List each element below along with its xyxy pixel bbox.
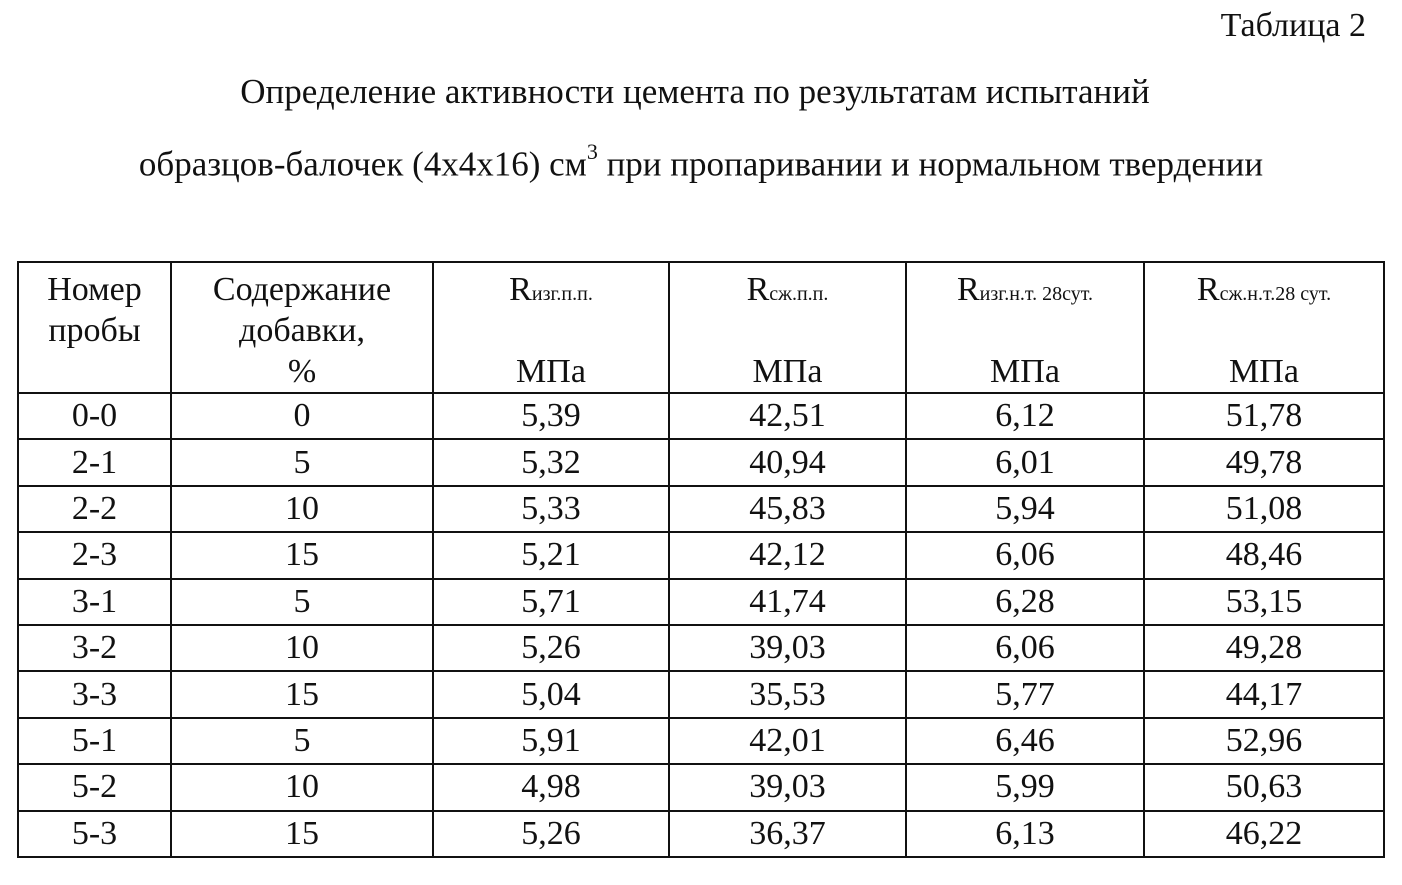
cell-r-bend-normal-28d: 6,28 xyxy=(906,579,1144,625)
title-line-2-start: образцов-балочек (4х4х16) см xyxy=(138,144,587,184)
cell-r-bend-normal-28d: 6,06 xyxy=(906,625,1144,671)
unit-label: МПа xyxy=(1229,353,1299,390)
cell-sample-number: 2-3 xyxy=(18,532,171,578)
cell-r-compress-normal-28d: 44,17 xyxy=(1144,671,1384,717)
cell-r-bend-normal-28d: 6,12 xyxy=(906,393,1144,439)
cell-r-bend-normal-28d: 6,01 xyxy=(906,439,1144,485)
cell-additive-content: 5 xyxy=(171,718,433,764)
table-row xyxy=(18,811,1384,857)
r-subscript: изг.п.п. xyxy=(531,283,593,305)
r-symbol: R xyxy=(1196,271,1220,308)
cell-additive-content: 15 xyxy=(171,532,433,578)
cell-sample-number: 2-2 xyxy=(18,486,171,532)
cell-sample-number: 5-1 xyxy=(18,718,171,764)
cell-r-compress-steamed: 42,51 xyxy=(669,393,906,439)
cell-additive-content: 10 xyxy=(171,764,433,810)
r-symbol: R xyxy=(746,271,770,308)
cell-additive-content: 10 xyxy=(171,625,433,671)
cell-r-compress-normal-28d: 48,46 xyxy=(1144,532,1384,578)
cell-r-bend-steamed: 5,26 xyxy=(433,811,669,857)
cell-r-compress-steamed: 35,53 xyxy=(669,671,906,717)
table-row xyxy=(18,393,1384,439)
cell-r-bend-steamed: 5,39 xyxy=(433,393,669,439)
cell-r-bend-normal-28d: 6,46 xyxy=(906,718,1144,764)
cell-r-compress-steamed: 41,74 xyxy=(669,579,906,625)
cell-r-compress-normal-28d: 50,63 xyxy=(1144,764,1384,810)
header-additive-content xyxy=(171,262,433,393)
cell-r-compress-normal-28d: 51,08 xyxy=(1144,486,1384,532)
table-caption: Таблица 2 xyxy=(1220,7,1366,44)
cell-r-bend-steamed: 5,33 xyxy=(433,486,669,532)
cell-r-bend-steamed: 5,71 xyxy=(433,579,669,625)
cell-r-compress-steamed: 42,12 xyxy=(669,532,906,578)
table-row xyxy=(18,625,1384,671)
cell-r-bend-steamed: 5,26 xyxy=(433,625,669,671)
cell-r-bend-normal-28d: 6,13 xyxy=(906,811,1144,857)
header-r-compress-steamed xyxy=(669,262,906,393)
table-row xyxy=(18,671,1384,717)
document-title-line-2 xyxy=(0,134,1402,187)
header-row xyxy=(18,262,1384,393)
cell-sample-number: 2-1 xyxy=(18,439,171,485)
cell-additive-content: 5 xyxy=(171,579,433,625)
cell-sample-number: 3-1 xyxy=(18,579,171,625)
r-subscript: изг.н.т. 28сут. xyxy=(979,283,1094,305)
unit-label: МПа xyxy=(752,353,823,390)
cell-r-compress-steamed: 45,83 xyxy=(669,486,906,532)
cell-r-bend-normal-28d: 6,06 xyxy=(906,532,1144,578)
cell-r-compress-normal-28d: 49,78 xyxy=(1144,439,1384,485)
cell-sample-number: 3-2 xyxy=(18,625,171,671)
cell-r-bend-normal-28d: 5,94 xyxy=(906,486,1144,532)
header-sample-number: Номер пробы xyxy=(18,262,171,393)
header-additive-line-3: % xyxy=(287,353,317,390)
table-row xyxy=(18,439,1384,485)
cell-r-bend-steamed: 5,21 xyxy=(433,532,669,578)
cell-additive-content: 15 xyxy=(171,671,433,717)
unit-label: МПа xyxy=(516,353,586,390)
cell-sample-number: 5-3 xyxy=(18,811,171,857)
table-row xyxy=(18,486,1384,532)
cell-additive-content: 15 xyxy=(171,811,433,857)
cell-additive-content: 10 xyxy=(171,486,433,532)
cell-r-compress-steamed: 39,03 xyxy=(669,764,906,810)
title-line-2-end: при пропаривании и нормальном твердении xyxy=(597,144,1264,184)
table-row xyxy=(18,579,1384,625)
header-additive-line-1: Содержание xyxy=(212,271,392,308)
cell-r-bend-steamed: 4,98 xyxy=(433,764,669,810)
r-subscript: сж.п.п. xyxy=(769,283,829,305)
cell-r-compress-normal-28d: 52,96 xyxy=(1144,718,1384,764)
header-r-compress-normal-28d xyxy=(1144,262,1384,393)
cell-r-compress-normal-28d: 53,15 xyxy=(1144,579,1384,625)
cell-r-compress-normal-28d: 49,28 xyxy=(1144,625,1384,671)
header-r-bend-normal-28d xyxy=(906,262,1144,393)
table-row xyxy=(18,764,1384,810)
title-superscript: 3 xyxy=(586,139,598,164)
header-additive-line-2: добавки, xyxy=(239,312,365,349)
cell-r-compress-steamed: 40,94 xyxy=(669,439,906,485)
table-row xyxy=(18,532,1384,578)
cell-r-bend-steamed: 5,04 xyxy=(433,671,669,717)
cell-r-compress-normal-28d: 51,78 xyxy=(1144,393,1384,439)
cell-r-bend-normal-28d: 5,77 xyxy=(906,671,1144,717)
cell-r-bend-normal-28d: 5,99 xyxy=(906,764,1144,810)
r-symbol: R xyxy=(509,271,532,308)
document-title-line-1: Определение активности цемента по результатам испытаний xyxy=(240,72,1150,111)
cell-r-compress-steamed: 36,37 xyxy=(669,811,906,857)
cell-r-compress-steamed: 42,01 xyxy=(669,718,906,764)
cell-r-bend-steamed: 5,91 xyxy=(433,718,669,764)
r-symbol: R xyxy=(956,271,980,308)
cell-sample-number: 3-3 xyxy=(18,671,171,717)
table-row xyxy=(18,718,1384,764)
cell-r-compress-normal-28d: 46,22 xyxy=(1144,811,1384,857)
r-subscript: сж.н.т.28 сут. xyxy=(1219,283,1332,305)
cell-sample-number: 5-2 xyxy=(18,764,171,810)
cell-sample-number: 0-0 xyxy=(18,393,171,439)
cell-r-bend-steamed: 5,32 xyxy=(433,439,669,485)
cell-r-compress-steamed: 39,03 xyxy=(669,625,906,671)
unit-label: МПа xyxy=(990,353,1060,390)
cell-additive-content: 0 xyxy=(171,393,433,439)
header-r-bend-steamed xyxy=(433,262,669,393)
results-table xyxy=(17,261,1385,858)
cell-additive-content: 5 xyxy=(171,439,433,485)
